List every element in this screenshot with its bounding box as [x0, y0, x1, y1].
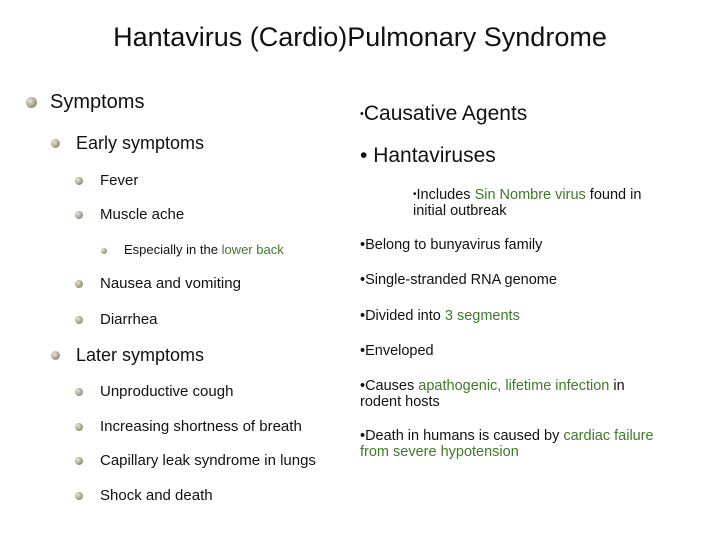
lower-back-prefix: Especially in the — [124, 242, 222, 257]
symptom-nausea: Nausea and vomiting — [100, 275, 241, 292]
bullet-icon — [75, 316, 83, 324]
bullet-icon — [51, 351, 60, 360]
bullet-icon — [75, 423, 83, 431]
death-cause: •Death in humans is caused by cardiac failure from severe hypotension — [360, 428, 654, 460]
bullet-icon — [75, 177, 83, 185]
rna-genome: •Single-stranded RNA genome — [360, 272, 557, 288]
hantaviruses-heading: • Hantaviruses — [360, 144, 496, 167]
causative-agents-heading: •Causative Agents — [360, 102, 528, 125]
symptom-lower-back — [124, 242, 284, 257]
bullet-icon — [75, 388, 83, 396]
symptom-shortness-of-breath: Increasing shortness of breath — [100, 418, 302, 435]
symptoms-heading: Symptoms — [50, 91, 145, 113]
bunyavirus-family: •Belong to bunyavirus family — [360, 237, 543, 253]
bullet-icon — [75, 457, 83, 465]
rodent-hosts-infection: •Causes apathogenic, lifetime infection in rodent hosts — [360, 378, 625, 410]
symptom-cough: Unproductive cough — [100, 383, 234, 400]
bullet-icon — [75, 280, 83, 288]
includes-sin-nombre: •Includes Sin Nombre virus found in initial outbreak — [413, 187, 642, 219]
later-symptoms: Later symptoms — [76, 345, 205, 365]
symptom-muscle-ache: Muscle ache — [100, 206, 185, 223]
enveloped: •Enveloped — [360, 343, 434, 359]
slide-title: Hantavirus (Cardio)Pulmonary Syndrome — [113, 22, 607, 52]
bullet-icon — [101, 248, 107, 254]
three-segments: •Divided into 3 segments — [360, 308, 520, 324]
symptom-capillary-leak: Capillary leak syndrome in lungs — [100, 452, 316, 469]
bullet-icon — [26, 97, 37, 108]
bullet-icon — [75, 492, 83, 500]
bullet-icon — [75, 211, 83, 219]
symptom-diarrhea: Diarrhea — [100, 311, 158, 328]
symptom-fever: Fever — [100, 172, 139, 189]
early-symptoms: Early symptoms — [76, 133, 205, 153]
bullet-icon — [51, 139, 60, 148]
symptom-shock: Shock and death — [100, 487, 213, 504]
lower-back-highlight: lower back — [221, 242, 284, 257]
